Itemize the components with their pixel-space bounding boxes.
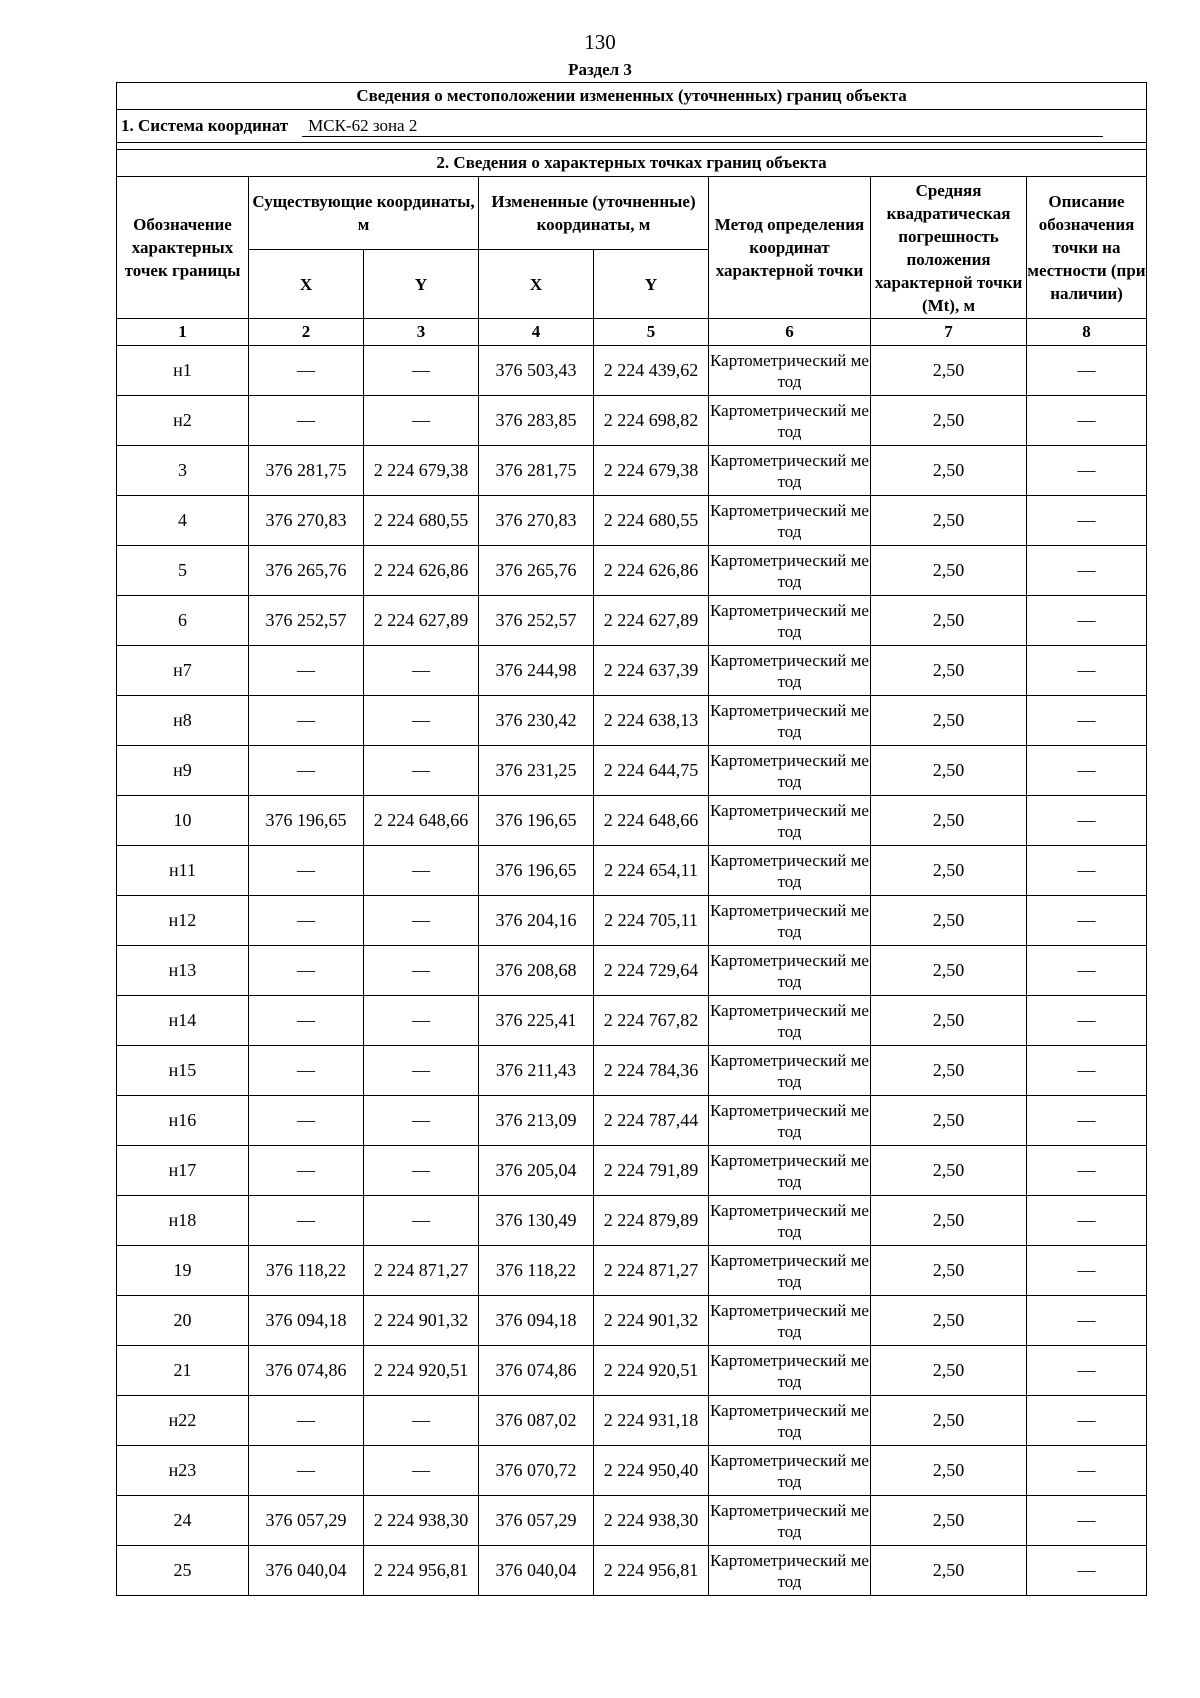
changed-y-cell: 2 224 698,82 [594, 396, 709, 446]
table-row [117, 346, 1147, 396]
description-cell: — [1027, 1496, 1147, 1546]
existing-x-cell: — [249, 896, 364, 946]
table-row [117, 746, 1147, 796]
description-cell: — [1027, 1246, 1147, 1296]
method-cell: Картометрический метод [709, 996, 871, 1046]
changed-x-cell: 376 118,22 [479, 1246, 594, 1296]
table-row [117, 1046, 1147, 1096]
changed-y-cell: 2 224 626,86 [594, 546, 709, 596]
method-cell: Картометрический метод [709, 1296, 871, 1346]
changed-y-cell: 2 224 956,81 [594, 1546, 709, 1596]
description-cell: — [1027, 796, 1147, 846]
table-row [117, 796, 1147, 846]
method-cell: Картометрический метод [709, 346, 871, 396]
point-name-cell: н11 [117, 846, 249, 896]
points-title: 2. Сведения о характерных точках границ объекта [117, 150, 1147, 177]
method-cell: Картометрический метод [709, 746, 871, 796]
error-cell: 2,50 [871, 646, 1027, 696]
error-cell: 2,50 [871, 496, 1027, 546]
error-cell: 2,50 [871, 1146, 1027, 1196]
table-row [117, 1196, 1147, 1246]
existing-y-cell: — [364, 746, 479, 796]
existing-y-cell: — [364, 1196, 479, 1246]
point-name-cell: н23 [117, 1446, 249, 1496]
method-cell: Картометрический метод [709, 1196, 871, 1246]
changed-x-cell: 376 283,85 [479, 396, 594, 446]
error-cell: 2,50 [871, 1196, 1027, 1246]
col-number: 8 [1027, 319, 1147, 346]
changed-y-cell: 2 224 871,27 [594, 1246, 709, 1296]
existing-y-cell: — [364, 696, 479, 746]
changed-x-cell: 376 196,65 [479, 796, 594, 846]
description-cell: — [1027, 1146, 1147, 1196]
changed-x-cell: 376 213,09 [479, 1096, 594, 1146]
existing-y-cell: 2 224 626,86 [364, 546, 479, 596]
main-title: Сведения о местоположении измененных (уточненных) границ объекта [117, 83, 1147, 110]
existing-y-cell: — [364, 1046, 479, 1096]
point-name-cell: 3 [117, 446, 249, 496]
existing-x-cell: — [249, 1396, 364, 1446]
error-cell: 2,50 [871, 596, 1027, 646]
point-name-cell: н15 [117, 1046, 249, 1096]
error-cell: 2,50 [871, 996, 1027, 1046]
description-cell: — [1027, 1096, 1147, 1146]
changed-y-cell: 2 224 648,66 [594, 796, 709, 846]
table-row [117, 896, 1147, 946]
existing-x-cell: — [249, 1196, 364, 1246]
coord-system-row [117, 110, 1147, 143]
table-row [117, 1296, 1147, 1346]
description-cell: — [1027, 1396, 1147, 1446]
changed-y-cell: 2 224 637,39 [594, 646, 709, 696]
existing-y-cell: — [364, 396, 479, 446]
existing-x-cell: — [249, 1096, 364, 1146]
existing-y-cell: — [364, 1446, 479, 1496]
point-name-cell: н9 [117, 746, 249, 796]
point-name-cell: 21 [117, 1346, 249, 1396]
table-row [117, 1496, 1147, 1546]
description-cell: — [1027, 996, 1147, 1046]
point-name-cell: н22 [117, 1396, 249, 1446]
existing-y-cell: 2 224 956,81 [364, 1546, 479, 1596]
existing-y-cell: — [364, 1146, 479, 1196]
table-row [117, 646, 1147, 696]
changed-x-cell: 376 208,68 [479, 946, 594, 996]
error-cell: 2,50 [871, 346, 1027, 396]
description-cell: — [1027, 596, 1147, 646]
existing-y-cell: 2 224 938,30 [364, 1496, 479, 1546]
changed-y-cell: 2 224 705,11 [594, 896, 709, 946]
error-cell: 2,50 [871, 946, 1027, 996]
point-name-cell: н12 [117, 896, 249, 946]
existing-x-cell: 376 281,75 [249, 446, 364, 496]
existing-y-cell: 2 224 680,55 [364, 496, 479, 546]
table-row [117, 1546, 1147, 1596]
existing-x-cell: 376 057,29 [249, 1496, 364, 1546]
method-cell: Картометрический метод [709, 1496, 871, 1546]
col-number: 2 [249, 319, 364, 346]
existing-x-cell: — [249, 646, 364, 696]
table-row [117, 1146, 1147, 1196]
changed-y-cell: 2 224 787,44 [594, 1096, 709, 1146]
existing-x-cell: 376 265,76 [249, 546, 364, 596]
method-cell: Картометрический метод [709, 1146, 871, 1196]
col-error: Средняя квадратическая погрешность положения характерной точки (Mt), м [871, 177, 1027, 319]
col-method: Метод определения координат характерной точки [709, 177, 871, 319]
method-cell: Картометрический метод [709, 1346, 871, 1396]
changed-y-cell: 2 224 439,62 [594, 346, 709, 396]
method-cell: Картометрический метод [709, 896, 871, 946]
existing-y-cell: 2 224 920,51 [364, 1346, 479, 1396]
col-changed-coords: Измененные (уточненные) координаты, м [479, 177, 709, 250]
existing-x-cell: — [249, 346, 364, 396]
error-cell: 2,50 [871, 796, 1027, 846]
table-row [117, 1096, 1147, 1146]
description-cell: — [1027, 446, 1147, 496]
coord-system-value: МСК-62 зона 2 [302, 116, 1103, 137]
col-existing-coords: Существующие координаты, м [249, 177, 479, 250]
point-name-cell: н16 [117, 1096, 249, 1146]
existing-x-cell: — [249, 1446, 364, 1496]
existing-y-cell: 2 224 679,38 [364, 446, 479, 496]
changed-y-cell: 2 224 791,89 [594, 1146, 709, 1196]
existing-x-cell: — [249, 946, 364, 996]
error-cell: 2,50 [871, 1246, 1027, 1296]
changed-x-cell: 376 057,29 [479, 1496, 594, 1546]
existing-x-cell: — [249, 1046, 364, 1096]
existing-x-cell: — [249, 1146, 364, 1196]
error-cell: 2,50 [871, 896, 1027, 946]
existing-y-cell: 2 224 627,89 [364, 596, 479, 646]
existing-x-cell: 376 270,83 [249, 496, 364, 546]
col-existing-y: Y [364, 250, 479, 319]
col-number: 6 [709, 319, 871, 346]
existing-x-cell: — [249, 746, 364, 796]
method-cell: Картометрический метод [709, 1096, 871, 1146]
changed-x-cell: 376 225,41 [479, 996, 594, 1046]
section-title: Раздел 3 [568, 60, 632, 79]
description-cell: — [1027, 546, 1147, 596]
existing-x-cell: 376 118,22 [249, 1246, 364, 1296]
changed-y-cell: 2 224 950,40 [594, 1446, 709, 1496]
description-cell: — [1027, 946, 1147, 996]
error-cell: 2,50 [871, 1496, 1027, 1546]
changed-x-cell: 376 211,43 [479, 1046, 594, 1096]
changed-y-cell: 2 224 654,11 [594, 846, 709, 896]
existing-x-cell: — [249, 696, 364, 746]
existing-y-cell: — [364, 846, 479, 896]
changed-y-cell: 2 224 627,89 [594, 596, 709, 646]
error-cell: 2,50 [871, 396, 1027, 446]
changed-x-cell: 376 204,16 [479, 896, 594, 946]
error-cell: 2,50 [871, 1046, 1027, 1096]
changed-y-cell: 2 224 784,36 [594, 1046, 709, 1096]
error-cell: 2,50 [871, 1096, 1027, 1146]
col-number: 7 [871, 319, 1027, 346]
point-name-cell: н2 [117, 396, 249, 446]
point-name-cell: н17 [117, 1146, 249, 1196]
boundary-document [116, 82, 1146, 1596]
changed-y-cell: 2 224 680,55 [594, 496, 709, 546]
point-name-cell: н7 [117, 646, 249, 696]
error-cell: 2,50 [871, 446, 1027, 496]
method-cell: Картометрический метод [709, 796, 871, 846]
description-cell: — [1027, 396, 1147, 446]
point-name-cell: 24 [117, 1496, 249, 1546]
table-row [117, 446, 1147, 496]
error-cell: 2,50 [871, 1346, 1027, 1396]
col-changed-y: Y [594, 250, 709, 319]
description-cell: — [1027, 1546, 1147, 1596]
col-changed-x: X [479, 250, 594, 319]
existing-x-cell: 376 040,04 [249, 1546, 364, 1596]
description-cell: — [1027, 496, 1147, 546]
point-name-cell: н8 [117, 696, 249, 746]
error-cell: 2,50 [871, 696, 1027, 746]
point-name-cell: 20 [117, 1296, 249, 1346]
description-cell: — [1027, 846, 1147, 896]
method-cell: Картометрический метод [709, 596, 871, 646]
point-name-cell: н14 [117, 996, 249, 1046]
changed-y-cell: 2 224 729,64 [594, 946, 709, 996]
existing-y-cell: 2 224 648,66 [364, 796, 479, 846]
method-cell: Картометрический метод [709, 846, 871, 896]
error-cell: 2,50 [871, 1296, 1027, 1346]
point-name-cell: 4 [117, 496, 249, 546]
spacer-row [117, 143, 1147, 150]
error-cell: 2,50 [871, 1446, 1027, 1496]
description-cell: — [1027, 746, 1147, 796]
error-cell: 2,50 [871, 1546, 1027, 1596]
method-cell: Картометрический метод [709, 496, 871, 546]
table-row [117, 546, 1147, 596]
existing-y-cell: 2 224 901,32 [364, 1296, 479, 1346]
changed-y-cell: 2 224 638,13 [594, 696, 709, 746]
description-cell: — [1027, 1446, 1147, 1496]
existing-x-cell: — [249, 846, 364, 896]
existing-y-cell: — [364, 1396, 479, 1446]
existing-x-cell: — [249, 396, 364, 446]
existing-y-cell: — [364, 896, 479, 946]
point-name-cell: н18 [117, 1196, 249, 1246]
table-row [117, 996, 1147, 1046]
coord-system-label: 1. Система координат [121, 115, 289, 135]
changed-x-cell: 376 094,18 [479, 1296, 594, 1346]
existing-y-cell: — [364, 346, 479, 396]
col-number: 5 [594, 319, 709, 346]
description-cell: — [1027, 1346, 1147, 1396]
changed-y-cell: 2 224 767,82 [594, 996, 709, 1046]
table-row [117, 1346, 1147, 1396]
method-cell: Картометрический метод [709, 646, 871, 696]
table-row [117, 1246, 1147, 1296]
point-name-cell: 25 [117, 1546, 249, 1596]
changed-x-cell: 376 230,42 [479, 696, 594, 746]
changed-y-cell: 2 224 920,51 [594, 1346, 709, 1396]
method-cell: Картометрический метод [709, 1446, 871, 1496]
error-cell: 2,50 [871, 1396, 1027, 1446]
changed-y-cell: 2 224 679,38 [594, 446, 709, 496]
description-cell: — [1027, 346, 1147, 396]
point-name-cell: 19 [117, 1246, 249, 1296]
description-cell: — [1027, 1196, 1147, 1246]
method-cell: Картометрический метод [709, 1396, 871, 1446]
description-cell: — [1027, 696, 1147, 746]
point-name-cell: 6 [117, 596, 249, 646]
table-row [117, 946, 1147, 996]
changed-x-cell: 376 205,04 [479, 1146, 594, 1196]
existing-y-cell: — [364, 946, 479, 996]
table-row [117, 696, 1147, 746]
col-description: Описание обозначения точки на местности (при наличии) [1027, 177, 1147, 319]
error-cell: 2,50 [871, 846, 1027, 896]
existing-x-cell: 376 074,86 [249, 1346, 364, 1396]
method-cell: Картометрический метод [709, 946, 871, 996]
point-name-cell: н13 [117, 946, 249, 996]
changed-x-cell: 376 265,76 [479, 546, 594, 596]
changed-y-cell: 2 224 644,75 [594, 746, 709, 796]
existing-y-cell: — [364, 996, 479, 1046]
changed-x-cell: 376 040,04 [479, 1546, 594, 1596]
error-cell: 2,50 [871, 546, 1027, 596]
existing-x-cell: 376 094,18 [249, 1296, 364, 1346]
description-cell: — [1027, 1296, 1147, 1346]
col-point-name: Обозначение характерных точек границы [117, 177, 249, 319]
changed-x-cell: 376 070,72 [479, 1446, 594, 1496]
method-cell: Картометрический метод [709, 1046, 871, 1096]
changed-y-cell: 2 224 938,30 [594, 1496, 709, 1546]
description-cell: — [1027, 1046, 1147, 1096]
method-cell: Картометрический метод [709, 396, 871, 446]
method-cell: Картометрический метод [709, 446, 871, 496]
table-row [117, 1446, 1147, 1496]
page-number: 130 [584, 30, 616, 54]
table-row [117, 846, 1147, 896]
description-cell: — [1027, 896, 1147, 946]
changed-y-cell: 2 224 931,18 [594, 1396, 709, 1446]
description-cell: — [1027, 646, 1147, 696]
table-row [117, 596, 1147, 646]
method-cell: Картометрический метод [709, 696, 871, 746]
changed-y-cell: 2 224 879,89 [594, 1196, 709, 1246]
point-name-cell: н1 [117, 346, 249, 396]
changed-x-cell: 376 281,75 [479, 446, 594, 496]
point-name-cell: 10 [117, 796, 249, 846]
changed-x-cell: 376 252,57 [479, 596, 594, 646]
table-row [117, 496, 1147, 546]
existing-y-cell: — [364, 1096, 479, 1146]
changed-x-cell: 376 231,25 [479, 746, 594, 796]
col-number: 4 [479, 319, 594, 346]
col-number: 3 [364, 319, 479, 346]
changed-x-cell: 376 196,65 [479, 846, 594, 896]
changed-x-cell: 376 503,43 [479, 346, 594, 396]
table-row [117, 1396, 1147, 1446]
point-name-cell: 5 [117, 546, 249, 596]
method-cell: Картометрический метод [709, 546, 871, 596]
method-cell: Картометрический метод [709, 1246, 871, 1296]
changed-x-cell: 376 270,83 [479, 496, 594, 546]
existing-y-cell: 2 224 871,27 [364, 1246, 479, 1296]
changed-x-cell: 376 087,02 [479, 1396, 594, 1446]
col-number: 1 [117, 319, 249, 346]
coordinates-table [116, 82, 1147, 1596]
existing-x-cell: 376 196,65 [249, 796, 364, 846]
col-existing-x: X [249, 250, 364, 319]
method-cell: Картометрический метод [709, 1546, 871, 1596]
changed-x-cell: 376 244,98 [479, 646, 594, 696]
changed-y-cell: 2 224 901,32 [594, 1296, 709, 1346]
existing-y-cell: — [364, 646, 479, 696]
error-cell: 2,50 [871, 746, 1027, 796]
existing-x-cell: — [249, 996, 364, 1046]
table-row [117, 396, 1147, 446]
changed-x-cell: 376 074,86 [479, 1346, 594, 1396]
changed-x-cell: 376 130,49 [479, 1196, 594, 1246]
existing-x-cell: 376 252,57 [249, 596, 364, 646]
